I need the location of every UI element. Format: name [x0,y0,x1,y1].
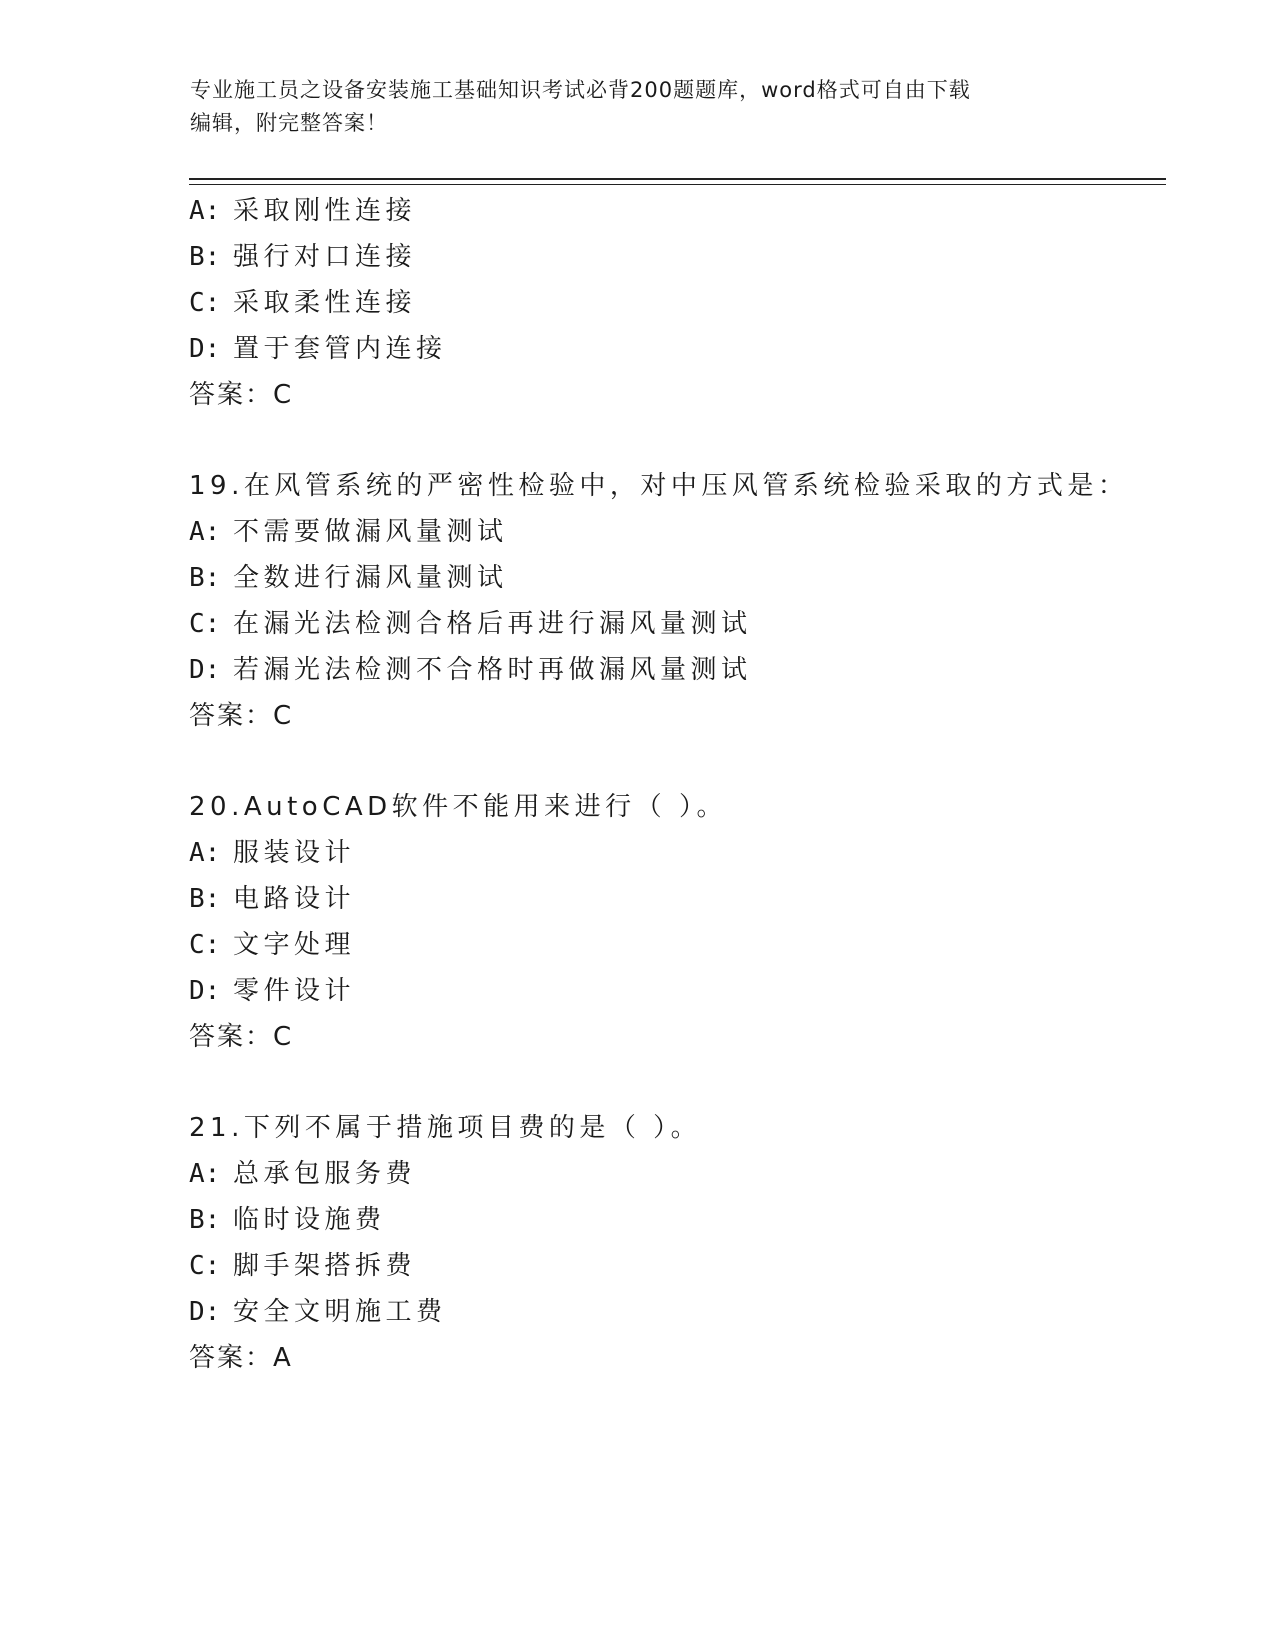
option-key: C: [189,288,221,318]
option-text: 电路设计 [233,884,356,914]
option-text: 若漏光法检测不合格时再做漏风量测试 [233,655,752,685]
option-d [189,326,1149,372]
option-text: 临时设施费 [233,1205,386,1235]
option-d [189,1289,1149,1335]
option-b [189,1197,1149,1243]
header-divider-top [189,178,1166,180]
answer-line: 答案：C [189,380,294,410]
option-text: 服装设计 [233,838,356,868]
option-key: B: [189,1205,221,1235]
option-key: B: [189,563,221,593]
option-a [189,188,1149,234]
answer-line: 答案：C [189,701,294,731]
option-text: 采取刚性连接 [233,196,417,226]
option-key: B: [189,884,221,914]
header-line-2: 编辑，附完整答案！ [190,111,388,135]
option-key: B: [189,242,221,272]
option-text: 置于套管内连接 [233,334,447,364]
option-b [189,234,1149,280]
option-key: A: [189,196,221,226]
option-key: D: [189,1297,221,1327]
option-key: D: [189,655,221,685]
option-c [189,601,1149,647]
answer-line: 答案：A [189,1343,293,1373]
option-text: 不需要做漏风量测试 [233,517,508,547]
option-key: C: [189,609,221,639]
option-text: 零件设计 [233,976,356,1006]
answer-line: 答案：C [189,1022,294,1052]
block-spacer [189,418,1149,463]
option-key: D: [189,976,221,1006]
option-key: D: [189,334,221,364]
header-divider-bottom [189,184,1166,185]
option-text: 采取柔性连接 [233,288,417,318]
option-key: A: [189,1159,221,1189]
option-a [189,1151,1149,1197]
option-c [189,280,1149,326]
option-key: A: [189,838,221,868]
option-a [189,509,1149,555]
option-text: 在漏光法检测合格后再进行漏风量测试 [233,609,752,639]
question-block [189,188,1149,418]
option-text: 安全文明施工费 [233,1297,447,1327]
option-key: C: [189,930,221,960]
question-block [189,784,1149,1060]
option-key: A: [189,517,221,547]
question-block [189,463,1149,739]
option-text: 全数进行漏风量测试 [233,563,508,593]
option-c [189,1243,1149,1289]
option-key: C: [189,1251,221,1281]
option-text: 总承包服务费 [233,1159,417,1189]
block-spacer [189,739,1149,784]
question-text: 20.AutoCAD软件不能用来进行（ ）。 [189,792,727,822]
question-text: 21.下列不属于措施项目费的是（ ）。 [189,1113,702,1143]
option-b [189,876,1149,922]
question-block [189,1105,1149,1381]
option-c [189,922,1149,968]
option-d [189,968,1149,1014]
option-b [189,555,1149,601]
block-spacer [189,1060,1149,1105]
option-text: 文字处理 [233,930,356,960]
document-header [190,74,1070,140]
option-a [189,830,1149,876]
header-line-1: 专业施工员之设备安装施工基础知识考试必背200题题库，word格式可自由下载 [190,78,971,102]
question-text: 19.在风管系统的严密性检验中，对中压风管系统检验采取的方式是： [189,471,1129,501]
option-text: 强行对口连接 [233,242,417,272]
question-list [189,188,1149,1381]
option-d [189,647,1149,693]
option-text: 脚手架搭拆费 [233,1251,417,1281]
